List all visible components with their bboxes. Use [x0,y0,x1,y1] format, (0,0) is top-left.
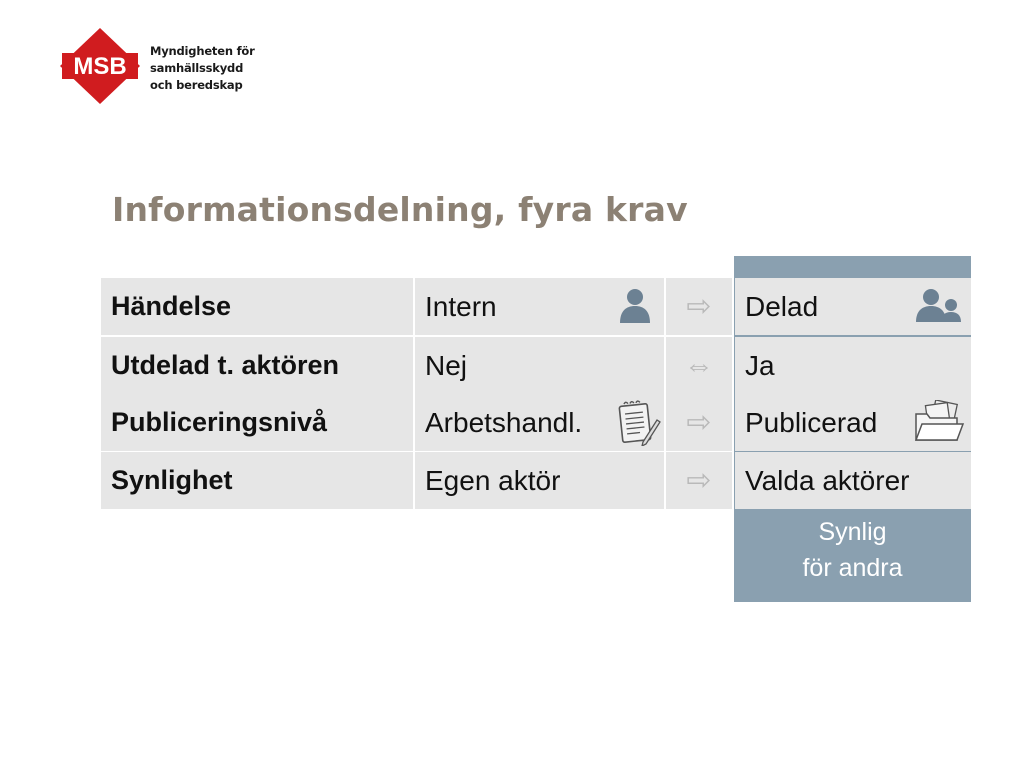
from-value: Nej [425,349,468,381]
msb-logo-mark [58,26,142,106]
from-cell [415,394,664,451]
visibility-note [734,514,971,586]
note-line: Synlig [818,518,887,546]
to-cell [735,452,971,509]
note-line: för andra [802,554,903,582]
arrow-right-icon: ⇨ [666,278,732,335]
from-cell [415,337,664,394]
arrow-both-icon: ⇔ [666,337,732,394]
row-label: Publiceringsnivå [101,394,413,451]
to-value: Publicerad [745,406,878,438]
logo-line: samhällsskydd [150,61,244,75]
person-icon [618,287,652,323]
to-cell [735,394,971,451]
arrow-right-icon: ⇨ [666,394,732,451]
from-cell [415,278,664,335]
to-value: Delad [745,290,819,322]
group-icon [915,288,963,324]
logo-wordmark [150,43,255,94]
row-label: Händelse [101,278,413,335]
from-value: Egen aktör [425,464,561,496]
logo-line: Myndigheten för [150,44,255,58]
to-cell [735,337,971,394]
to-value: Ja [745,349,775,381]
row-label: Synlighet [101,452,413,509]
logo-line: och beredskap [150,78,243,92]
msb-logo [58,26,258,106]
logo-mark-text: MSB [73,53,127,80]
arrow-right-icon: ⇨ [666,452,732,509]
from-cell [415,452,664,509]
from-value: Arbetshandl. [425,406,583,438]
from-value: Intern [425,290,497,322]
slide-title: Informationsdelning, fyra krav [112,190,688,229]
row-label: Utdelad t. aktören [101,337,413,394]
folder-icon [913,400,965,444]
to-cell [735,278,971,335]
notepad-icon [617,400,661,446]
to-value: Valda aktörer [745,464,910,496]
